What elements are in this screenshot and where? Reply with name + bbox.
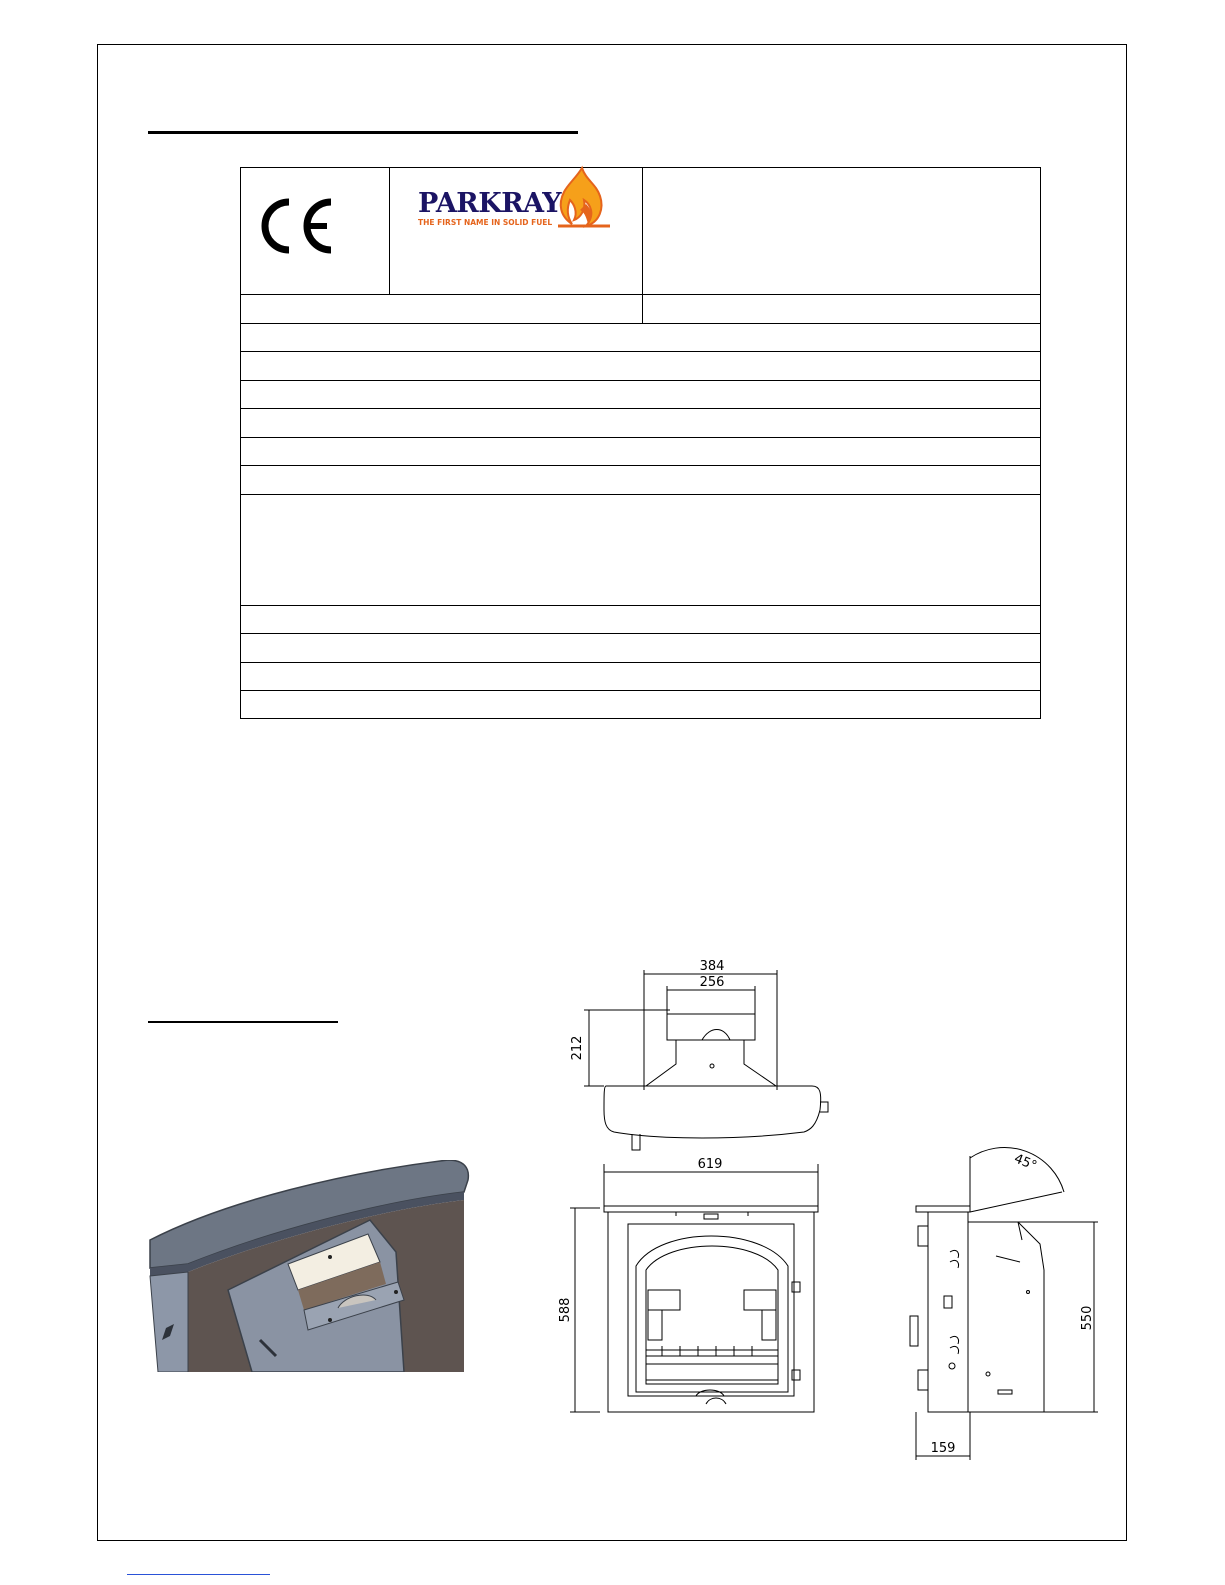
dim-side-depth: 159 [930, 1441, 956, 1456]
dim-front-width: 619 [697, 1157, 723, 1172]
dim-side-height: 550 [1080, 1305, 1095, 1331]
front-view-drawing [570, 1164, 818, 1412]
dim-top-outer-width: 384 [699, 959, 725, 974]
dim-top-depth: 212 [570, 1035, 585, 1061]
top-view-drawing [584, 970, 828, 1150]
logo-tagline: THE FIRST NAME IN SOLID FUEL [418, 218, 553, 227]
logo-wordmark: PARKRAY [418, 188, 562, 219]
dim-top-inner-width: 256 [699, 975, 725, 990]
dim-door-angle: 45° [1011, 1151, 1039, 1175]
dim-front-height: 588 [558, 1297, 573, 1323]
side-view-drawing [910, 1148, 1098, 1460]
footer-link-underline[interactable] [127, 1574, 270, 1575]
